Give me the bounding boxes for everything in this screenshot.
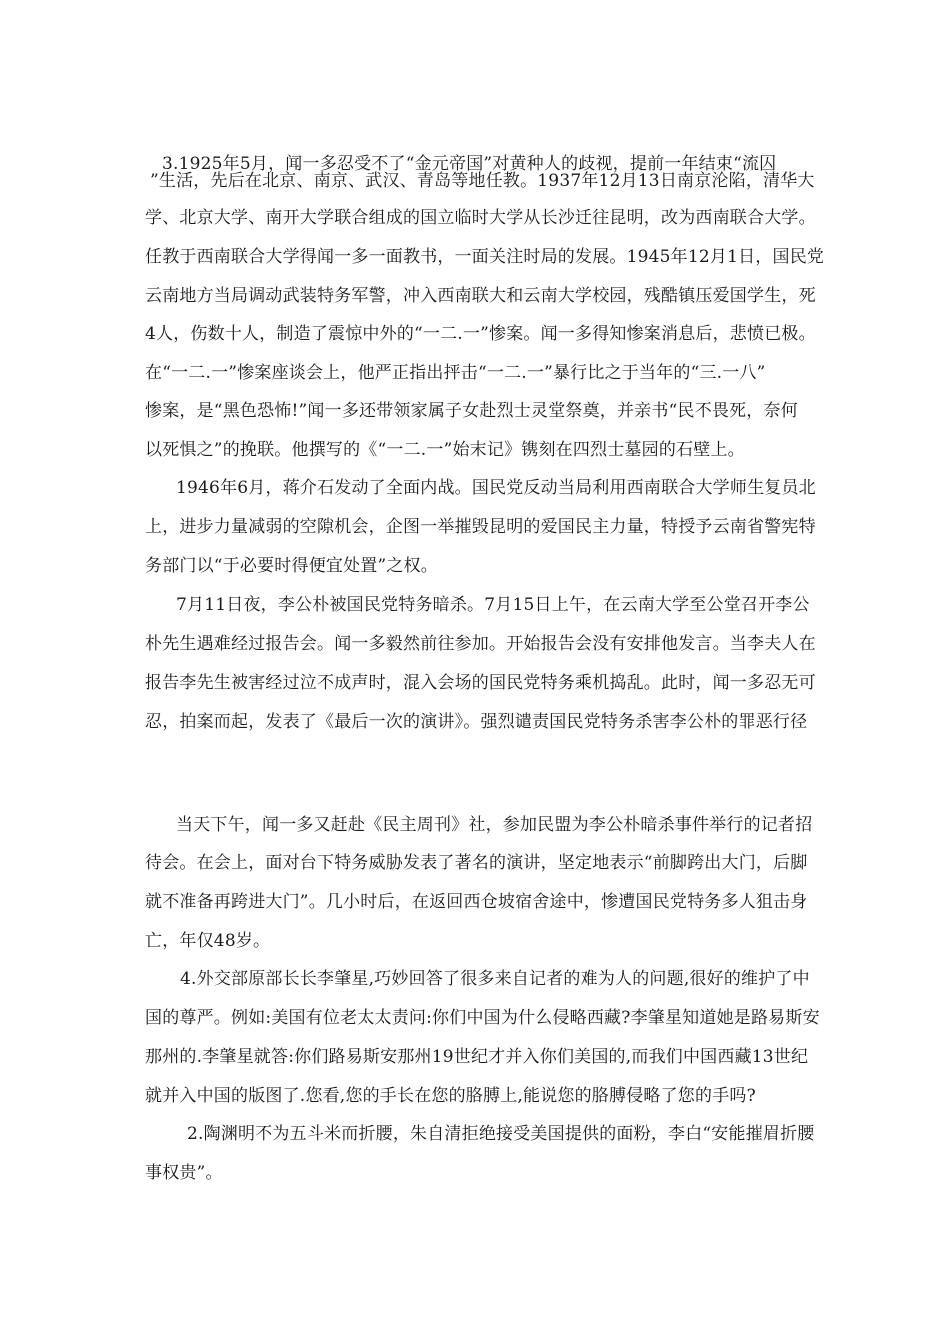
text-line: 任教于西南联合大学得闻一多一面教书，一面关注时局的发展。1945年12月1日，国民党 xyxy=(145,247,825,267)
text-line: 在“一二.一”惨案座谈会上，他严正指出抨击“一二.一”暴行比之于当年的“三.一八” xyxy=(145,363,766,383)
text-line: 就并入中国的版图了.您看,您的手长在您的胳膊上,能说您的胳膊侵略了您的手吗? xyxy=(145,1086,756,1106)
text-line: 那州的.李肇星就答:你们路易斯安那州19世纪才并入你们美国的,而我们中国西藏13世纪 xyxy=(145,1047,809,1067)
text-line: 惨案，是“黑色恐怖!”闻一多还带领家属子女赴烈士灵堂祭奠，并亲书“民不畏死，奈何 xyxy=(145,401,798,421)
text-line: 2.陶渊明不为五斗米而折腰，朱自清拒绝接受美国提供的面粉，李白“安能摧眉折腰 xyxy=(187,1124,815,1144)
text-line: 上，进步力量减弱的空隙机会，企图一举摧毁昆明的爱国民主力量，特授予云南省警宪特 xyxy=(145,517,816,537)
text-line: ”生活，先后在北京、南京、武汉、青岛等地任教。1937年12月13日南京沦陷，清华大 xyxy=(150,171,815,191)
text-line: 4.外交部原部长长李肇星,巧妙回答了很多来自记者的难为人的问题,很好的维护了中 xyxy=(180,969,810,989)
text-line: 忍，拍案而起，发表了《最后一次的演讲》。强烈谴责国民党特务杀害李公朴的罪恶行径 xyxy=(145,712,808,732)
text-line: 云南地方当局调动武装特务军警，冲入西南联大和云南大学校园，残酷镇压爱国学生，死 xyxy=(145,286,816,306)
text-line: 7月11日夜，李公朴被国民党特务暗杀。7月15日上午，在云南大学至公堂召开李公 xyxy=(176,595,810,615)
text-line: 4人，伤数十人，制造了震惊中外的“一二.一”惨案。闻一多得知惨案消息后，悲愤已极。 xyxy=(145,324,816,344)
text-line: 当天下午，闻一多又赶赴《民主周刊》社，参加民盟为李公朴暗杀事件举行的记者招 xyxy=(176,815,813,835)
text-line: 事权贵”。 xyxy=(145,1163,223,1183)
text-line: 报告李先生被害经过泣不成声时，混入会场的国民党特务乘机捣乱。此时，闻一多忍无可 xyxy=(145,673,816,693)
text-line: 以死惧之”的挽联。他撰写的《“一二.一”始末记》镌刻在四烈士墓园的石壁上。 xyxy=(145,440,745,460)
text-line: 待会。在会上，面对台下特务威胁发表了著名的演讲，坚定地表示“前脚跨出大门，后脚 xyxy=(145,853,808,873)
text-line: 1946年6月，蒋介石发动了全面内战。国民党反动当局利用西南联合大学师生复员北 xyxy=(176,478,816,498)
text-line: 务部门以“于必要时得便宜处置”之权。 xyxy=(145,556,438,576)
text-line: 朴先生遇难经过报告会。闻一多毅然前往参加。开始报告会没有安排他发言。当李夫人在 xyxy=(145,634,816,654)
text-line: 学、北京大学、南开大学联合组成的国立临时大学从长沙迁往昆明，改为西南联合大学。 xyxy=(145,208,816,228)
text-line: 就不准备再跨进大门”。几小时后，在返回西仓坡宿舍途中，惨遭国民党特务多人狙击身 xyxy=(145,892,808,912)
text-line: 亡，年仅48岁。 xyxy=(145,931,271,951)
text-line: 3.1925年5月，闻一多忍受不了“金元帝国”对黄种人的歧视，提前一年结束“流囚 xyxy=(162,154,777,174)
text-line: 国的尊严。例如:美国有位老太太责问:你们中国为什么侵略西藏?李肇星知道她是路易斯安 xyxy=(145,1008,820,1028)
